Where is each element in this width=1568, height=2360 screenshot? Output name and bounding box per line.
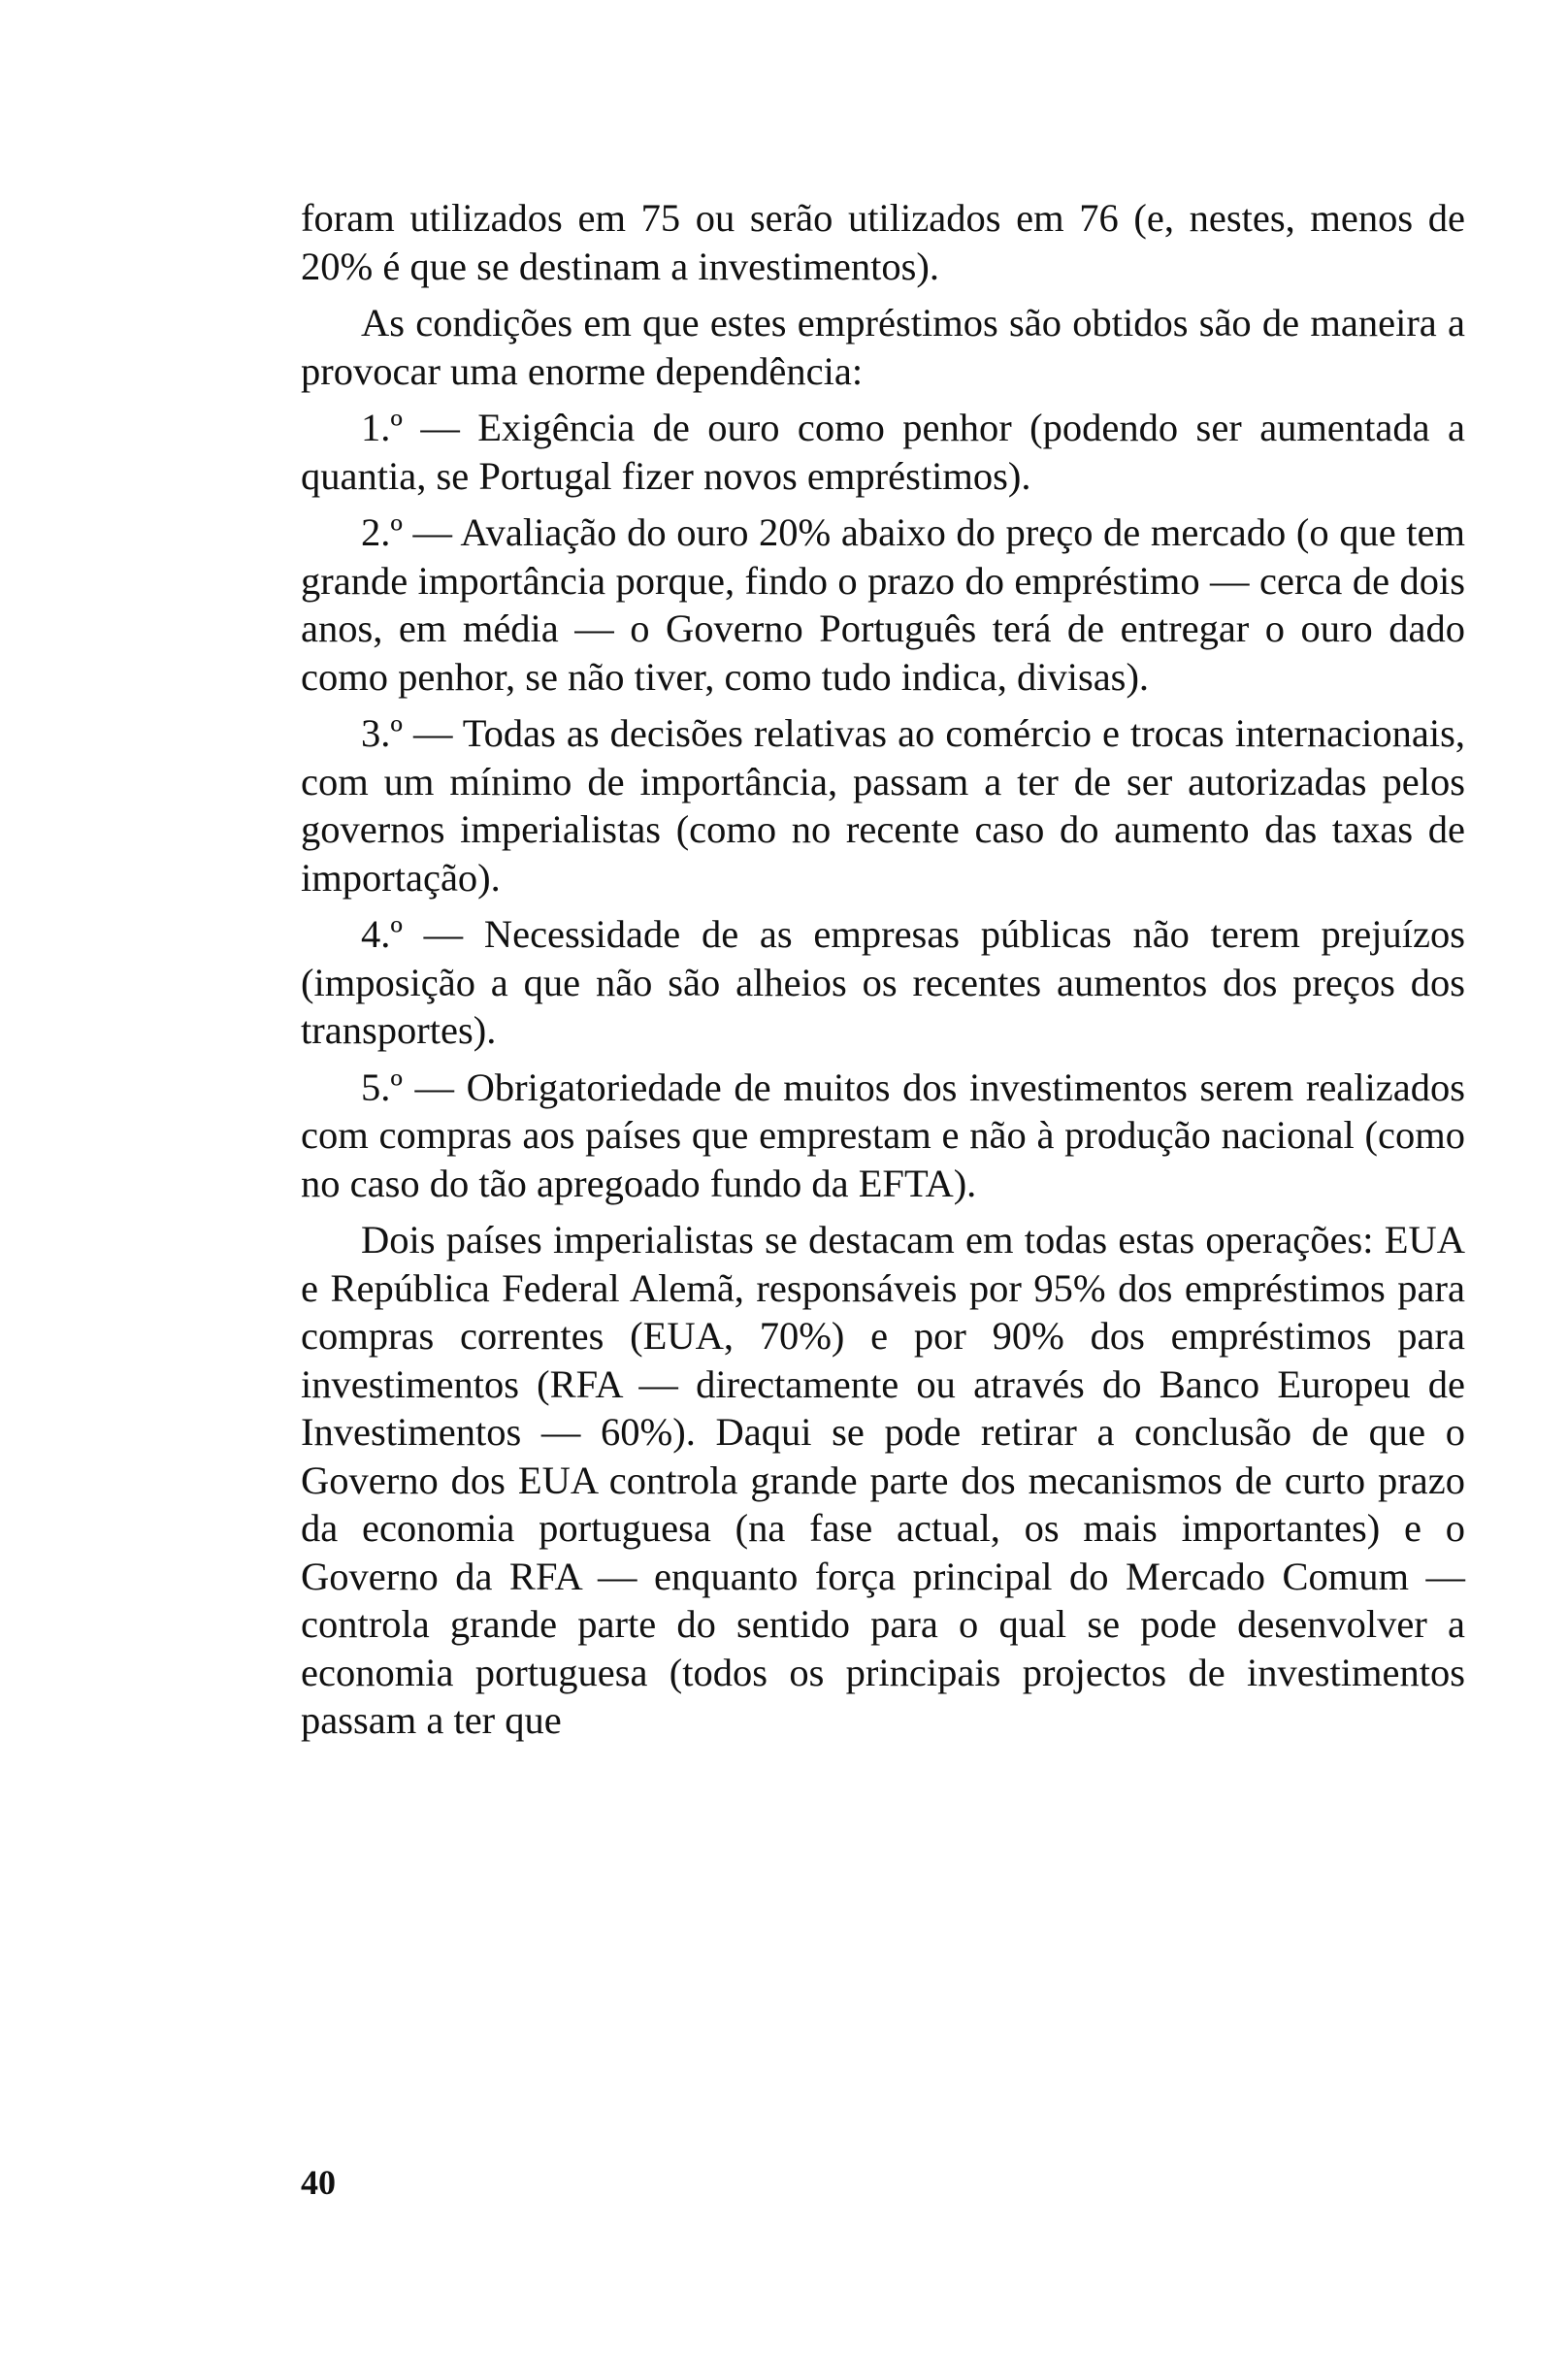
paragraph-item-5: 5.º — Obrigatoriedade de muitos dos investimentos serem realizados com compras aos países que emprestam e não à produção nacional (como no caso do tão apregoado fundo da EFTA). [301, 1065, 1465, 1205]
paragraph-imperialist-countries: Dois países imperialistas se destacam em todas estas operações: EUA e República Federal Alemã, responsáveis por 95% dos empréstimos para compras correntes (EUA, 70%) e por 90% dos empréstimos para investimentos (RFA — directamente ou através do Banco Europeu de Investimentos — 60%). Daqui se pode retirar a conclusão de que o Governo dos EUA controla grande parte dos mecanismos de curto prazo da economia portuguesa (na fase actual, os mais importantes) e o Governo da RFA — enquanto força principal do Mercado Comum — controla grande parte do sentido para o qual se pode desenvolver a economia portuguesa (todos os principais projectos de investimentos passam a ter que [301, 1218, 1465, 1742]
paragraph-conditions: As condições em que estes empréstimos são obtidos são de maneira a provocar uma enorme dependência: [301, 301, 1465, 393]
paragraph-item-1: 1.º — Exigência de ouro como penhor (podendo ser aumentada a quantia, se Portugal fizer novos empréstimos). [301, 406, 1465, 498]
paragraph-item-4: 4.º — Necessidade de as empresas públicas não terem prejuízos (imposição a que não são alheios os recentes aumentos dos preços dos transportes). [301, 912, 1465, 1052]
paragraph-item-2: 2.º — Avaliação do ouro 20% abaixo do preço de mercado (o que tem grande importância porque, findo o prazo do empréstimo — cerca de dois anos, em média — o Governo Português terá de entregar o ouro dado como penhor, se não tiver, como tudo indica, divisas). [301, 510, 1465, 699]
body-text [301, 194, 1465, 1754]
paragraph-continuation: foram utilizados em 75 ou serão utilizados em 76 (e, nestes, menos de 20% é que se destinam a investimentos). [301, 196, 1465, 288]
page-number: 40 [301, 2163, 336, 2202]
paragraph-item-3: 3.º — Todas as decisões relativas ao comércio e trocas internacionais, com um mínimo de importância, passam a ter de ser autorizadas pelos governos imperialistas (como no recente caso do aumento das taxas de importação). [301, 711, 1465, 900]
